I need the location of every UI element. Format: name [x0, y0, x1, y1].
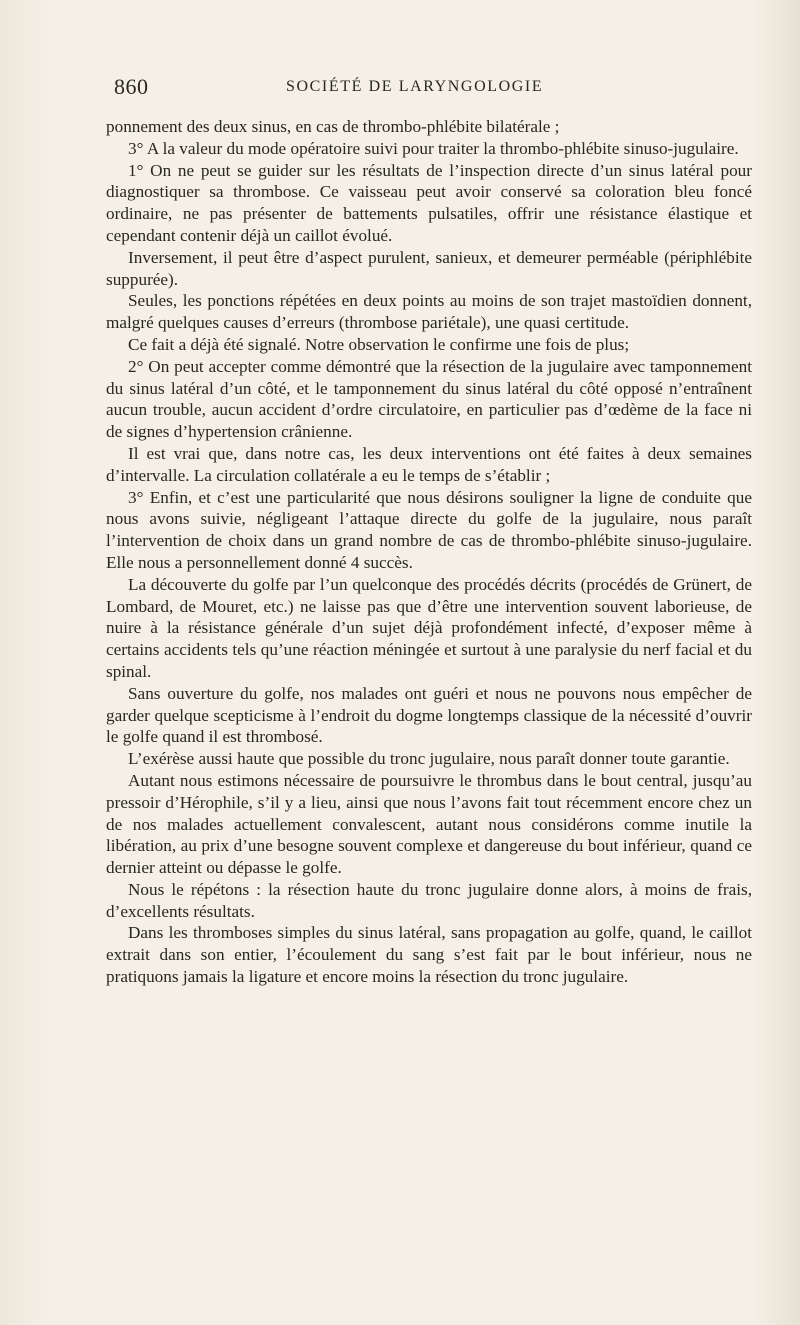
- paragraph: L’exérèse aussi haute que possible du tronc jugulaire, nous paraît donner toute garantie.: [128, 749, 730, 769]
- paragraph: Inversement, il peut être d’aspect purulent, sanieux, et demeurer perméable (périphlébite suppurée).: [106, 247, 752, 289]
- paragraph: Seules, les ponctions répétées en deux points au moins de son trajet mastoïdien donnent, malgré quelques causes d’erreurs (thrombose pariétale), une quasi certitude.: [106, 291, 752, 333]
- page-header: [106, 74, 686, 104]
- paragraph: Dans les thromboses simples du sinus latéral, sans propagation au golfe, quand, le caillot extrait dans son entier, l’écoulement du sang s’est fait par le bout inférieur, nous ne pratiquons jamais la ligature et encore moins la résection du tronc jugulaire.: [106, 923, 752, 987]
- paragraph: 3° Enfin, et c’est une particularité que nous désirons souligner la ligne de conduite que nous avons suivie, négligeant l’attaque directe du golfe de la jugulaire, nous paraît l’intervention de choix dans un grand nombre de cas de thrombo-phlébite sinuso-jugulaire. Elle nous a personnellement donné 4 succès.: [106, 487, 752, 572]
- page-number: 860: [114, 74, 149, 99]
- running-head: SOCIÉTÉ DE LARYNGOLOGIE: [286, 78, 544, 95]
- paragraph: Nous le répétons : la résection haute du tronc jugulaire donne alors, à moins de frais, d’excellents résultats.: [106, 879, 752, 921]
- paragraph: 2° On peut accepter comme démontré que la résection de la jugulaire avec tamponnement du sinus latéral d’un côté, et le tamponnement du sinus latéral du côté opposé n’entraînent aucun trouble, aucun accident d’ordre circulatoire, en particulier pas d’œdème de la face ni de signes d’hypertension crânienne.: [106, 356, 752, 442]
- paragraph: ponnement des deux sinus, en cas de thrombo-phlébite bilatérale ;: [106, 117, 560, 136]
- body-text: [106, 116, 752, 988]
- paragraph: Ce fait a déjà été signalé. Notre observation le confirme une fois de plus;: [128, 334, 630, 354]
- paragraph: La découverte du golfe par l’un quelconque des procédés décrits (procédés de Grünert, de Lombard, de Mouret, etc.) ne laisse pas que d’être une intervention souvent laborieuse, de nuire à la résistance générale d’un sujet déjà profondément infecté, d’exposer même à certains accidents tels qu’une réaction méningée et surtout à une paralysie du nerf facial et du spinal.: [106, 574, 752, 681]
- paragraph: 3° A la valeur du mode opératoire suivi pour traiter la thrombo-phlébite sinuso-jugulaire.: [128, 138, 739, 158]
- paragraph: Sans ouverture du golfe, nos malades ont guéri et nous ne pouvons nous empêcher de garder quelque scepticisme à l’endroit du dogme longtemps classique de la nécessité d’ouvrir le golfe quand il est thrombosé.: [106, 683, 752, 747]
- paragraph: Autant nous estimons nécessaire de poursuivre le thrombus dans le bout central, jusqu’au pressoir d’Hérophile, s’il y a lieu, ainsi que nous l’avons fait tout récemment encore chez un de nos malades actuellement convalescent, autant nous considérons comme inutile la libération, au prix d’une besogne souvent complexe et dangereuse du bout inférieur, quand ce dernier atteint ou dépasse le golfe.: [106, 770, 752, 878]
- paragraph: 1° On ne peut se guider sur les résultats de l’inspection directe d’un sinus latéral pour diagnostiquer sa thrombose. Ce vaisseau peut avoir conservé sa coloration bleu foncé ordinaire, ne pas présenter de battements pulsatiles, offrir une résistance élastique et cependant contenir déjà un caillot évolué.: [106, 160, 752, 245]
- paragraph: Il est vrai que, dans notre cas, les deux interventions ont été faites à deux semaines d’intervalle. La circulation collatérale a eu le temps de s’établir ;: [106, 443, 752, 485]
